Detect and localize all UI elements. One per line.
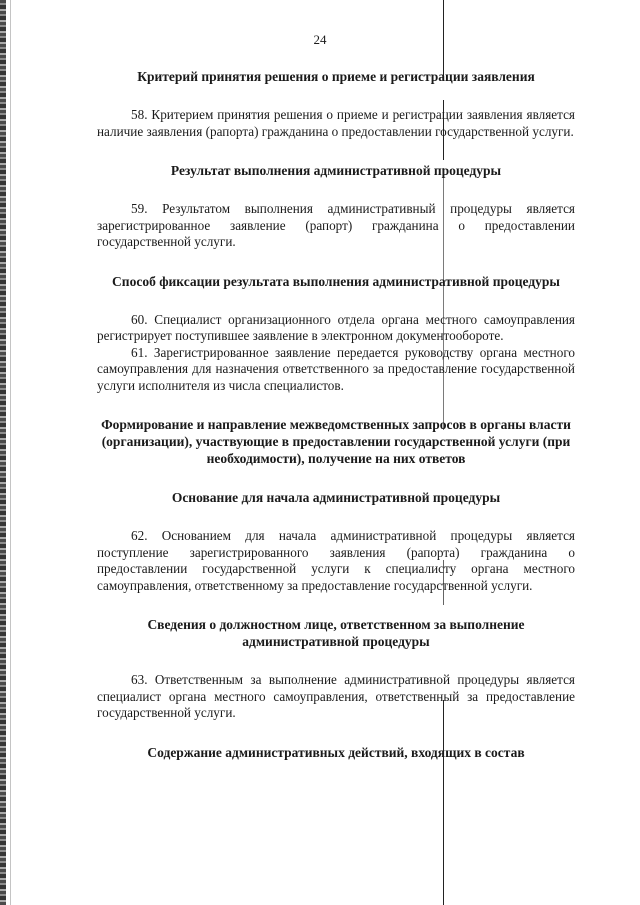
paragraph-60: 60. Специалист организационного отдела органа местного самоуправления регистрирует поступившее заявление в электронном документообороте. [97, 311, 575, 343]
scan-edge-artifact [0, 0, 6, 905]
section-heading: Критерий принятия решения о приеме и регистрации заявления [137, 69, 535, 84]
scan-edge-line [10, 0, 11, 905]
section-heading: Результат выполнения административной процедуры [170, 163, 502, 178]
section-heading: Основание для начала административной процедуры [171, 490, 501, 505]
paragraph-63: 63. Ответственным за выполнение административной процедуры является специалист органа местного самоуправления, ответственный за предоставление государственной услуги. [97, 672, 575, 720]
paragraph-59: 59. Результатом выполнения административный процедуры является зарегистрированное заявление (рапорт) гражданина о предоставлении государственной услуги. [97, 201, 575, 249]
paragraph-61: 61. Зарегистрированное заявление передается руководству органа местного самоуправления для назначения ответственного за предоставление государственной услуги исполнителя из числа специалистов. [97, 344, 575, 393]
document-body [97, 68, 575, 761]
section-heading: Способ фиксации результата выполнения административной процедуры [112, 273, 560, 289]
section-heading: Сведения о должностном лице, ответственном за выполнение административной процедуры [147, 617, 525, 649]
paragraph-62: 62. Основанием для начала административной процедуры является поступление зарегистрированного заявления (рапорта) гражданина о предоставлении государственной услуги к специалисту органа местного самоуправления, ответственному за предоставление государственной услуги. [97, 528, 575, 593]
page-number: 24 [313, 32, 327, 47]
section-heading: Формирование и направление межведомственных запросов в органы власти (организации), участвующие в предоставлении государственной услуги (при необходимости), получение на них ответов [101, 417, 571, 466]
paragraph-58: 58. Критерием принятия решения о приеме и регистрации заявления является наличие заявления (рапорта) гражданина о предоставлении государственной услуги. [97, 107, 575, 139]
section-heading: Содержание административных действий, входящих в состав [147, 744, 525, 760]
